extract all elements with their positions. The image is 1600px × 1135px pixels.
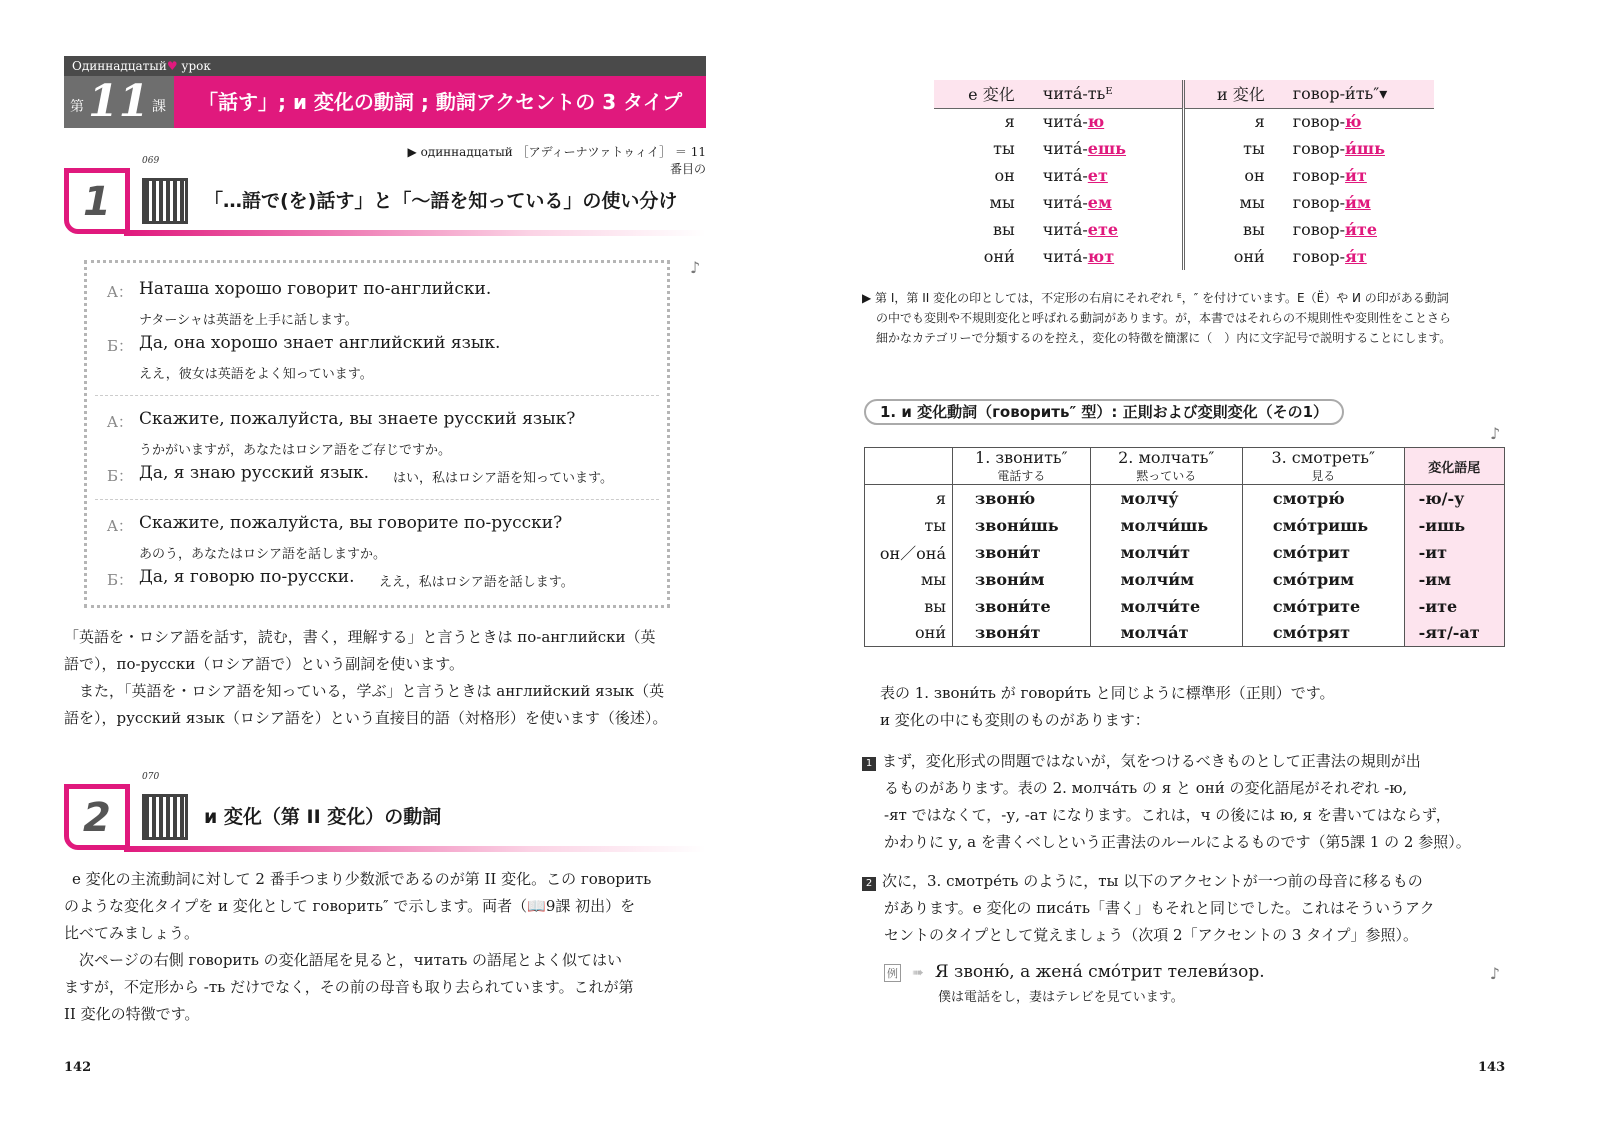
speaker-label: A： — [107, 517, 133, 535]
lesson-header-bar — [64, 56, 706, 76]
pronoun-cell: вы — [1184, 216, 1271, 243]
table-header-cell: чита́-тьᴱ — [1021, 80, 1184, 108]
paragraph-line: 語を），русский язык（ロシア語を）という直接目的語（対格形）を使います（後述）。 — [64, 709, 668, 727]
list-item — [862, 868, 1435, 949]
verb-form-cell: звони́м — [953, 566, 1091, 593]
verb-ending: и́т — [1345, 166, 1367, 185]
verb-ending: ем — [1087, 193, 1112, 212]
verb-stem: говор- — [1292, 139, 1346, 158]
verb-ending: ют — [1087, 247, 1115, 266]
verb-form-cell: молчи́шь — [1090, 512, 1242, 539]
section-title: и 変化（第 II 変化）の動詞 — [204, 806, 442, 828]
verb-stem: чита́- — [1042, 139, 1088, 158]
subsection-heading: 1. и 変化動詞（говорить″ 型）: 正則および変則変化（その1） — [864, 399, 1344, 425]
qr-code-icon[interactable] — [142, 178, 188, 224]
example-label: 例 — [884, 964, 901, 982]
table-header-cell — [1242, 448, 1404, 485]
qr-code-icon[interactable] — [142, 794, 188, 840]
verb-form-cell: звони́шь — [953, 512, 1091, 539]
verb-stem: чита́- — [1042, 112, 1088, 132]
lesson-dai: 第 — [70, 99, 84, 115]
verb-form-cell: звони́те — [953, 593, 1091, 620]
ending-cell: -ит — [1404, 539, 1504, 566]
russian-line: Да, я знаю русский язык. — [139, 463, 370, 483]
verb-ending: я́т — [1345, 247, 1367, 266]
explanation-paragraph-1 — [64, 624, 706, 732]
paragraph-line: и 変化の中にも変則のものがあります： — [880, 711, 1150, 729]
table-row — [934, 162, 1434, 189]
i-conjugation-table — [864, 447, 1505, 647]
paragraph-line: 表の 1. звони́ть が говори́ть と同じように標準形（正則）です。 — [880, 684, 1335, 702]
pronoun-cell: они́ — [865, 620, 953, 647]
paragraph-line: また，「英語を・ロシア語を知っている，学ぶ」と言うときは английский язык（英 — [79, 682, 665, 700]
section-2-header — [64, 772, 706, 854]
speaker-label: A： — [107, 283, 133, 301]
dialog-box — [84, 260, 670, 608]
pronoun-cell: он — [994, 166, 1015, 185]
verb-ending: и́те — [1345, 220, 1377, 239]
verb-ending: ете — [1087, 220, 1119, 239]
page-number-right: 143 — [1478, 1060, 1506, 1075]
lesson-ka: 課 — [152, 99, 166, 115]
pronoun-cell: он／она́ — [865, 539, 953, 566]
lesson-title: 「話す」; и 変化の動詞 ; 動詞アクセントの 3 タイプ — [174, 76, 706, 128]
verb-stem: говор- — [1292, 166, 1346, 185]
pronoun-cell: они́ — [983, 247, 1015, 266]
verb-cell — [1271, 243, 1434, 270]
verb-ending: ю — [1087, 112, 1105, 132]
verb-form-cell: смо́трят — [1242, 620, 1404, 647]
ending-cell: -ишь — [1404, 512, 1504, 539]
russian-line: Да, она хорошо знает английский язык. — [139, 333, 501, 353]
pronoun-cell: я — [865, 485, 953, 512]
example-japanese: 僕は電話をし，妻はテレビを見ています。 — [938, 990, 1184, 1005]
verb-form-cell: смо́трим — [1242, 566, 1404, 593]
item-number-badge: 1 — [862, 757, 876, 771]
example-russian: Я звоню́, а жена́ смо́трит телеви́зор. — [934, 962, 1265, 982]
explanation-paragraph-3 — [880, 680, 1335, 734]
pronoun-cell: ты — [1184, 135, 1271, 162]
example-block — [884, 962, 1504, 1005]
japanese-translation: ええ，彼女は英語をよく知っています。 — [139, 367, 373, 382]
ending-cell: -им — [1404, 566, 1504, 593]
note-line: ▶ 第 I，第 II 変化の印としては，不定形の右肩にそれぞれ ᴱ，″ を付けています。E（Ë）や И の印がある動詞 — [862, 291, 1449, 305]
audio-note-icon[interactable]: ♪ — [1490, 424, 1501, 443]
verb-heading: 2. молчать″ — [1118, 448, 1215, 467]
verb-form-cell: звоня́т — [953, 620, 1091, 647]
item-number-badge: 2 — [862, 877, 876, 891]
paragraph-line: のような変化タイプを и 変化として говорить″ で示します。両者（📖9課 初出）を — [64, 897, 636, 915]
verb-cell — [1021, 189, 1184, 216]
paragraph-line: ますが，不定形から -ть だけでなく，その前の母音も取り去られています。これが第 — [64, 978, 634, 996]
verb-form-cell: молчу́ — [1090, 485, 1242, 512]
table-header-cell — [953, 448, 1091, 485]
verb-form-cell: молчи́т — [1090, 539, 1242, 566]
pronoun-cell: я — [1184, 108, 1271, 135]
paragraph-line: があります。е 変化の писа́ть「書く」もそれと同じでした。これはそういうアク — [884, 899, 1435, 917]
page-number-left: 142 — [64, 1060, 92, 1075]
verb-stem: чита́- — [1042, 247, 1088, 266]
russian-line: Наташа хорошо говорит по-английски. — [139, 279, 492, 299]
note-line: 細かなカテゴリーで分類するのを控え，変化の特徴を簡潔に（ ）内に文字記号で説明することにします。 — [876, 331, 1452, 345]
verb-ending: и́шь — [1345, 139, 1385, 158]
verb-form-cell: смо́трит — [1242, 539, 1404, 566]
verb-stem: говор- — [1292, 193, 1346, 212]
table-header-cell: 変化語尾 — [1404, 448, 1504, 485]
verb-ending: ет — [1087, 166, 1108, 185]
table-row — [934, 108, 1434, 135]
verb-stem: говор- — [1292, 247, 1346, 266]
verb-meaning: 電話する — [997, 469, 1046, 483]
verb-cell — [1271, 189, 1434, 216]
table-header-cell — [1090, 448, 1242, 485]
note-line: の中でも変則や不規則変化と呼ばれる動詞があります。が，本書ではそれらの不規則性や変則性をことさら — [876, 311, 1452, 325]
audio-track-number: 069 — [142, 156, 160, 166]
section-number-box — [64, 784, 130, 850]
paragraph-line: II 変化の特徴です。 — [64, 1005, 200, 1023]
lesson-word: урок — [181, 59, 211, 73]
pronoun-cell: я — [1004, 112, 1015, 132]
verb-cell — [1271, 135, 1434, 162]
audio-note-icon[interactable]: ♪ — [1489, 964, 1500, 983]
list-item — [862, 748, 1471, 856]
verb-meaning: 見る — [1311, 469, 1336, 483]
verb-stem: чита́- — [1042, 220, 1088, 239]
pronoun-cell: они́ — [1184, 243, 1271, 270]
verb-ending: и́м — [1345, 193, 1371, 212]
verb-stem: чита́- — [1042, 193, 1088, 212]
verb-form-cell: смо́тришь — [1242, 512, 1404, 539]
audio-track-number: 070 — [142, 772, 160, 782]
table-row — [934, 243, 1434, 270]
verb-stem: говор- — [1292, 220, 1346, 239]
conjugation-mark-note — [862, 288, 1506, 348]
verb-stem: чита́- — [1042, 166, 1088, 185]
explanation-paragraph-2 — [64, 866, 706, 1028]
japanese-translation: うかがいますが，あなたはロシア語をご存じですか。 — [139, 443, 452, 458]
paragraph-line: 次に，3. смотре́ть のように，ты 以下のアクセントが一つ前の母音に移るもの — [882, 872, 1423, 890]
verb-form-cell: смо́трите — [1242, 593, 1404, 620]
verb-stem: говор- — [1292, 112, 1346, 132]
pronoun-cell: ты — [993, 139, 1015, 158]
russian-line: Да, я говорю по-русски. — [139, 567, 355, 587]
verb-cell — [1271, 108, 1434, 135]
pronoun-cell: мы — [865, 566, 953, 593]
verb-form-cell: молча́т — [1090, 620, 1242, 647]
ordinal-meaning: ▶ одиннадцатый ［アディーナツァトゥィイ］ ＝ 11 番目の — [407, 145, 706, 176]
japanese-translation: はい，私はロシア語を知っています。 — [393, 471, 613, 486]
verb-form-cell: звони́т — [953, 539, 1091, 566]
table-row — [865, 539, 1505, 566]
verb-cell — [1021, 243, 1184, 270]
section-underline — [124, 230, 706, 236]
verb-form-cell: звоню́ — [953, 485, 1091, 512]
table-header-cell: е 変化 — [934, 80, 1021, 108]
japanese-translation: あのう，あなたはロシア語を話しますか。 — [139, 547, 387, 562]
table-header-cell — [865, 448, 953, 485]
pronoun-cell: он — [1184, 162, 1271, 189]
paragraph-line: е 変化の主流動詞に対して 2 番手つまり少数派であるのが第 II 変化。この говорить — [72, 870, 652, 888]
verb-heading: 3. смотреть″ — [1271, 448, 1375, 467]
paragraph-line: かわりに у, а を書くべしという正書法のルールによるものです（第5課 1 の 2 参照）。 — [884, 833, 1471, 851]
paragraph-line: まず，変化形式の問題ではないが，気をつけるべきものとして正書法の規則が出 — [882, 752, 1421, 770]
japanese-translation: ええ，私はロシア語を話します。 — [379, 575, 574, 590]
paragraph-line: 「英語を・ロシア語を話す，読む，書く，理解する」と言うときは по-английски（英 — [64, 628, 656, 646]
paragraph-line: セントのタイプとして覚えましょう（次項 2「アクセントの 3 タイプ」参照）。 — [884, 926, 1418, 944]
section-number: 2 — [83, 795, 111, 841]
verb-cell — [1021, 162, 1184, 189]
section-title: 「…語で(を)話す」と「～語を知っている」の使い分け — [204, 190, 678, 212]
dialog-divider — [95, 395, 659, 396]
verb-cell — [1021, 216, 1184, 243]
heart-icon: ♥ — [166, 59, 178, 73]
speaker-label: A： — [107, 413, 133, 431]
section-number: 1 — [83, 179, 111, 225]
section-number-box — [64, 168, 130, 234]
paragraph-line: 次ページの右側 говорить の変化語尾を見ると，читать の語尾とよく似てはい — [79, 951, 623, 969]
verb-meaning: 黙っている — [1136, 469, 1197, 483]
ending-cell: -ят/-ат — [1404, 620, 1504, 647]
pronoun-cell: ты — [865, 512, 953, 539]
section-underline — [124, 846, 706, 852]
verb-cell — [1271, 162, 1434, 189]
lesson-number-block — [64, 76, 174, 128]
table-row — [865, 620, 1505, 647]
speaker-label: Б： — [107, 571, 134, 589]
speaker-label: Б： — [107, 467, 134, 485]
speaker-label: Б： — [107, 337, 134, 355]
table-row — [865, 512, 1505, 539]
paragraph-line: 語で），по-русски（ロシア語で）という副詞を使います。 — [64, 655, 465, 673]
arrow-icon: ➠ — [912, 965, 924, 981]
pronoun-cell: мы — [989, 193, 1015, 212]
dialog-divider — [95, 499, 659, 500]
pronoun-cell: вы — [992, 220, 1015, 239]
paragraph-line: -ят ではなくて，-у, -ат になります。これは，ч の後には ю, я を書いてはならず， — [884, 806, 1451, 824]
verb-form-cell: молчи́м — [1090, 566, 1242, 593]
table-row — [934, 135, 1434, 162]
table-row — [865, 485, 1505, 512]
japanese-translation: ナターシャは英語を上手に話します。 — [139, 313, 358, 328]
paragraph-line: るものがあります。表の 2. молча́ть の я と они́ の変化語尾がそれぞれ -ю, — [884, 779, 1408, 797]
ending-cell: -ю/-у — [1404, 485, 1504, 512]
pronoun-cell: мы — [1184, 189, 1271, 216]
table-header-cell: и 変化 — [1184, 80, 1271, 108]
lesson-number: 11 — [88, 76, 150, 127]
verb-cell — [1021, 108, 1184, 135]
verb-form-cell: смотрю́ — [1242, 485, 1404, 512]
table-row — [934, 189, 1434, 216]
verb-heading: 1. звонить″ — [975, 448, 1068, 467]
table-row — [865, 566, 1505, 593]
ending-cell: -ите — [1404, 593, 1504, 620]
verb-form-cell: молчи́те — [1090, 593, 1242, 620]
paragraph-line: 比べてみましょう。 — [64, 924, 200, 942]
pronoun-cell: вы — [865, 593, 953, 620]
russian-line: Скажите, пожалуйста, вы говорите по-русски? — [139, 513, 563, 533]
verb-ending: ешь — [1087, 139, 1127, 158]
lesson-ordinal: Одиннадцатый — [72, 59, 167, 73]
verb-cell — [1021, 135, 1184, 162]
table-header-cell: говор-и́ть″▾ — [1271, 80, 1434, 108]
verb-ending: ю́ — [1345, 112, 1362, 132]
audio-note-icon[interactable]: ♪ — [690, 258, 701, 277]
table-row — [934, 216, 1434, 243]
russian-line: Скажите, пожалуйста, вы знаете русский язык? — [139, 409, 576, 429]
table-row — [865, 593, 1505, 620]
verb-cell — [1271, 216, 1434, 243]
conjugation-comparison-table — [934, 80, 1434, 270]
